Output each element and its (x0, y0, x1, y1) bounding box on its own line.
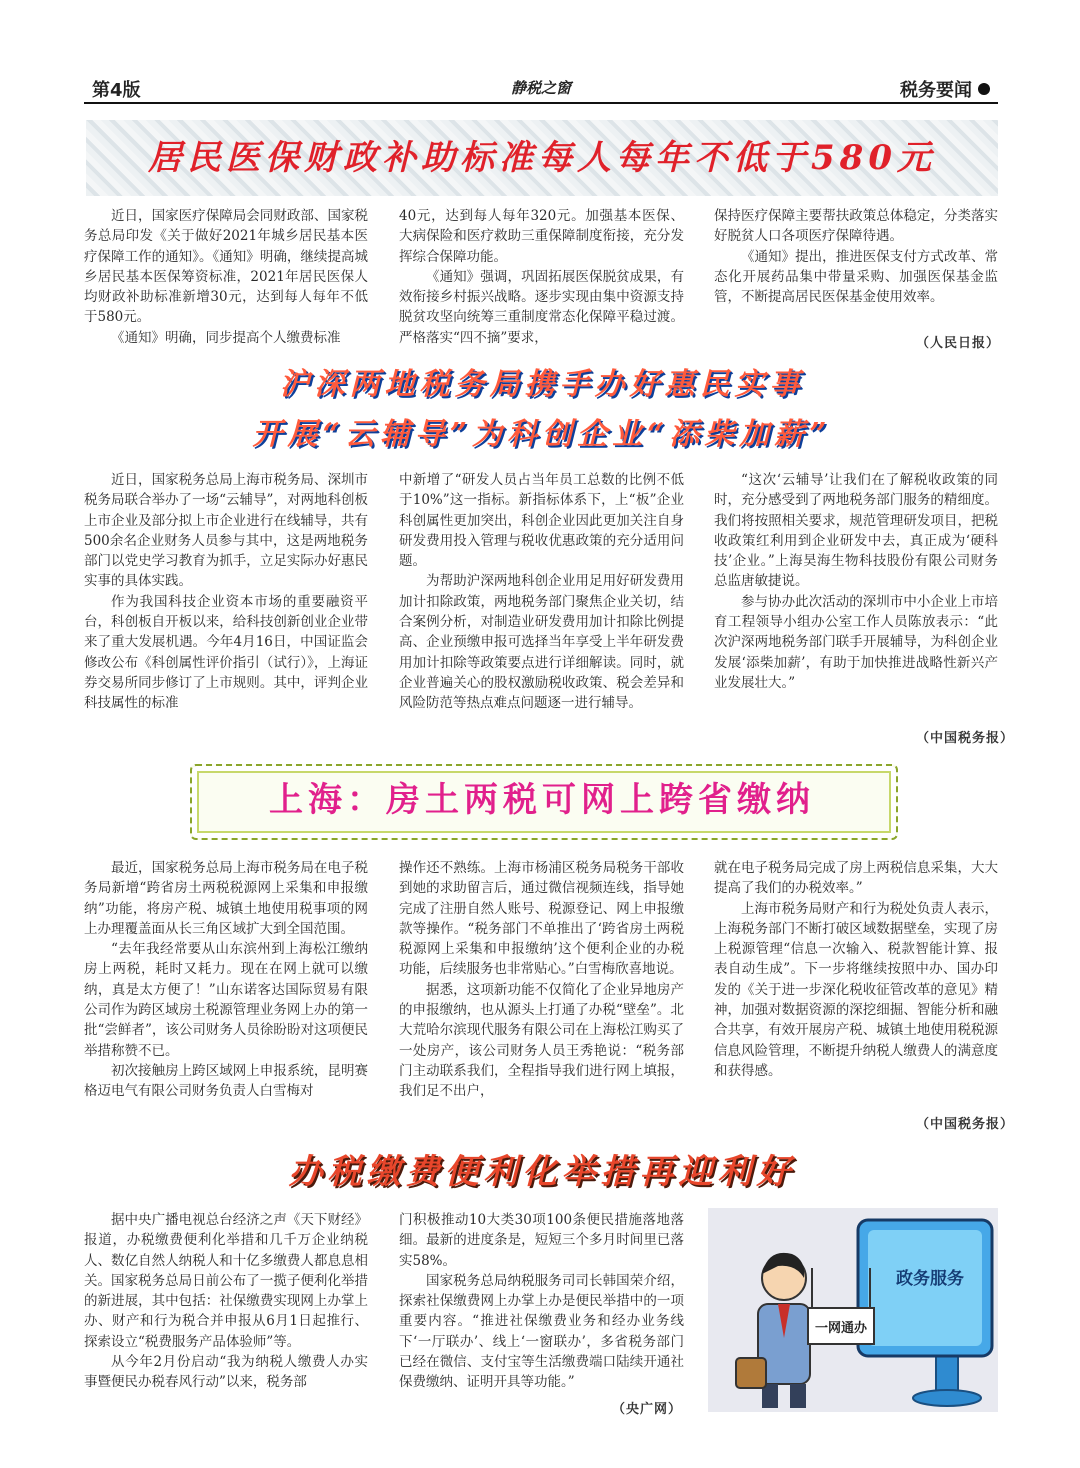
article1-col3 (714, 206, 998, 307)
article4-title: 办税缴费便利化举措再迎利好 (288, 1152, 796, 1192)
article3-source: （中国税务报） (916, 1117, 1015, 1132)
article1-col1 (84, 206, 368, 348)
article2-source: （中国税务报） (916, 731, 1015, 746)
paragraph: “去年我经常要从山东滨州到上海松江缴纳房上两税，耗时又耗力。现在在网上就可以缴纳，真是太方便了！”山东诺客达国际贸易有限公司作为跨区域房土税源管理业务网上办的第一批“尝鲜者”，该公司财务人员徐盼盼对这项便民举措称赞不已。 (84, 941, 368, 1059)
section-name (900, 76, 990, 102)
paragraph: 上海市税务局财产和行为税处负责人表示，上海税务部门不断打破区域数据壁垒，实现了房上税源管理“信息一次输入、税款智能计算、报表自动生成”。下一步将继续按照中办、国办印发的《关于进一步深化税收征管改革的意见》精神，加强对数据资源的深挖细掘、智能分析和融合共享，有效开展房产税、城镇土地使用税税源信息风险管理，不断提升纳税人缴费人的满意度和获得感。 (714, 900, 998, 1079)
article4-col1 (84, 1210, 368, 1393)
article4-source: （央广网） (612, 1402, 683, 1417)
screen-text: 政务服务 (896, 1269, 964, 1289)
paragraph: 门积极推动10大类30项100条便民措施落地落细。最新的进度条是，短短三个多月时间里已落实58%。 (399, 1212, 684, 1269)
page-header (84, 74, 998, 104)
article3-title: 上海：房土两税可网上跨省缴纳 (269, 780, 815, 820)
paragraph: 初次接触房上跨区域网上申报系统，昆明赛格迈电气有限公司财务负责人白雪梅对 (84, 1062, 368, 1100)
paragraph: 国家税务总局纳税服务司司长韩国荣介绍，探索社保缴费网上办掌上办是便民举措中的一项重要内容。“推进社保缴费业务和经办业务线下‘一厅联办’、线上‘一窗联办’，多省税务部门已经在微信、支付宝等生活缴费端口陆续开通社保费缴纳、证明开具等功能。” (399, 1272, 684, 1391)
article3-col2 (399, 858, 684, 1102)
paragraph: 《通知》明确，同步提高个人缴费标准 (111, 329, 341, 346)
article2-col1 (84, 470, 368, 714)
sign-text: 一网通办 (814, 1321, 868, 1336)
paragraph: 《通知》强调，巩固拓展医保脱贫成果，有效衔接乡村振兴战略。逐步实现由集中资源支持脱贫攻坚向统筹三重制度常态化保障平稳过渡。严格落实“四不摘”要求， (399, 268, 684, 346)
paragraph: 操作还不熟练。上海市杨浦区税务局税务干部收到她的求助留言后，通过微信视频连线，指导她完成了注册自然人账号、税源登记、网上申报缴款等操作。“税务部门不单推出了‘跨省房土两税税源网上采集和申报缴纳’这个便利企业的办税功能，后续服务也非常贴心。”白雪梅欣喜地说。 (399, 860, 684, 978)
section-label: 税务要闻 (900, 80, 972, 101)
paragraph: 近日，国家医疗保障局会同财政部、国家税务总局印发《关于做好2021年城乡居民基本医疗保障工作的通知》。《通知》明确，继续提高城乡居民基本医保筹资标准，2021年居民医保人均财政补助标准新增30元，达到每人每年不低于580元。 (84, 208, 368, 326)
paragraph: 保持医疗保障主要帮扶政策总体稳定，分类落实好脱贫人口各项医疗保障待遇。 (714, 208, 998, 245)
article2-title-line2: 开展“云辅导”为科创企业“添柴加薪” (252, 417, 832, 452)
article2-title (86, 366, 998, 454)
paragraph: 就在电子税务局完成了房上两税信息采集，大大提高了我们的办税效率。” (714, 860, 998, 897)
paragraph: 《通知》提出，推进医保支付方式改革、常态化开展药品集中带量采购、加强医保基金监管，不断提高居民医保基金使用效率。 (714, 248, 998, 306)
paragraph: 近日，国家税务总局上海市税务局、深圳市税务局联合举办了一场“云辅导”，对两地科创板上市企业及部分拟上市企业进行在线辅导，共有500余名企业财务人员参与其中，这是两地税务部门以党史学习教育为抓手，立足实际办好惠民实事的具体实践。 (84, 472, 368, 590)
paragraph: 为帮助沪深两地科创企业用足用好研发费用加计扣除政策，两地税务部门聚焦企业关切，结合案例分析，对制造业研发费用加计扣除比例提高、企业预缴申报可选择当年享受上半年研发费用加计扣除等政策要点进行详细解读。同时，就企业普遍关心的股权激励税收政策、税会差异和风险防范等热点难点问题逐一进行辅导。 (399, 573, 684, 712)
paragraph: 最近，国家税务总局上海市税务局在电子税务局新增“跨省房土两税税源网上采集和申报缴纳”功能，将房产税、城镇土地使用税事项的网上办理覆盖面从长三角区域扩大到全国范围。 (84, 860, 368, 937)
government-service-illustration (708, 1208, 998, 1412)
paragraph: 作为我国科技企业资本市场的重要融资平台，科创板自开板以来，给科技创新创业企业带来了重大发展机遇。今年4月16日，中国证监会修改公布《科创属性评价指引（试行）》，上海证券交易所同步修订了上市规则。其中，评判企业科技属性的标准 (84, 593, 368, 712)
paragraph: 据中央广播电视总台经济之声《天下财经》报道，办税缴费便利化举措和几千万企业纳税人、数亿自然人纳税人和十亿多缴费人都息息相关。国家税务总局日前公布了一揽子便利化举措的新进展，其中包括：社保缴费实现网上办掌上办、财产和行为税合并申报从6月1日起推行、探索设立“税费服务产品体验师”等。 (84, 1212, 368, 1350)
paragraph: 参与协办此次活动的深圳市中小企业上市培育工程领导小组办公室工作人员陈放表示：“此次沪深两地税务部门联手开展辅导，为科创企业发展‘添柴加薪’，有助于加快推进战略性新兴产业发展壮大。” (714, 593, 998, 691)
article4-col2 (399, 1210, 684, 1393)
article2-title-line1: 沪深两地税务局携手办好惠民实事 (279, 367, 805, 402)
newspaper-name: 静税之窗 (510, 79, 571, 97)
article1-source: （人民日报） (916, 336, 1001, 351)
paragraph: “这次‘云辅导’让我们在了解税收政策的同时，充分感受到了两地税务部门服务的精细度。我们将按照相关要求，规范管理研发项目，把税收政策红利用到企业研发中去，真正成为‘硬科技’企业。”上海昊海生物科技股份有限公司财务总监唐敏捷说。 (714, 472, 998, 590)
paragraph: 40元，达到每人每年320元。加强基本医保、大病保险和医疗救助三重保障制度衔接，充分发挥综合保障功能。 (399, 208, 684, 265)
article2-col2 (399, 470, 684, 714)
illustration-svg (708, 1208, 998, 1412)
article1-col2 (399, 206, 684, 348)
paragraph: 据悉，这项新功能不仅简化了企业异地房产的申报缴纳，也从源头上打通了办税“壁垒”。北大荒哈尔滨现代服务有限公司在上海松江购买了一处房产，该公司财务人员王秀艳说：“税务部门主动联系我们，全程指导我们进行网上填报，我们足不出户， (399, 981, 684, 1100)
article3-col3 (714, 858, 998, 1081)
paragraph: 中新增了“研发人员占当年员工总数的比例不低于10%”这一指标。新指标体系下，上“板”企业科创属性更加突出，科创企业因此更加关注自身研发费用投入管理与税收优惠政策的充分适用问题。 (399, 472, 684, 570)
page-number: 第4版 (92, 80, 141, 101)
article3-col1 (84, 858, 368, 1102)
article1-title: 居民医保财政补助标准每人每年不低于580元 (86, 120, 998, 196)
bullet-icon (978, 83, 990, 95)
paragraph: 从今年2月份启动“我为纳税人缴费人办实事暨便民办税春风行动”以来，税务部 (84, 1354, 368, 1391)
article2-col3 (714, 470, 998, 693)
